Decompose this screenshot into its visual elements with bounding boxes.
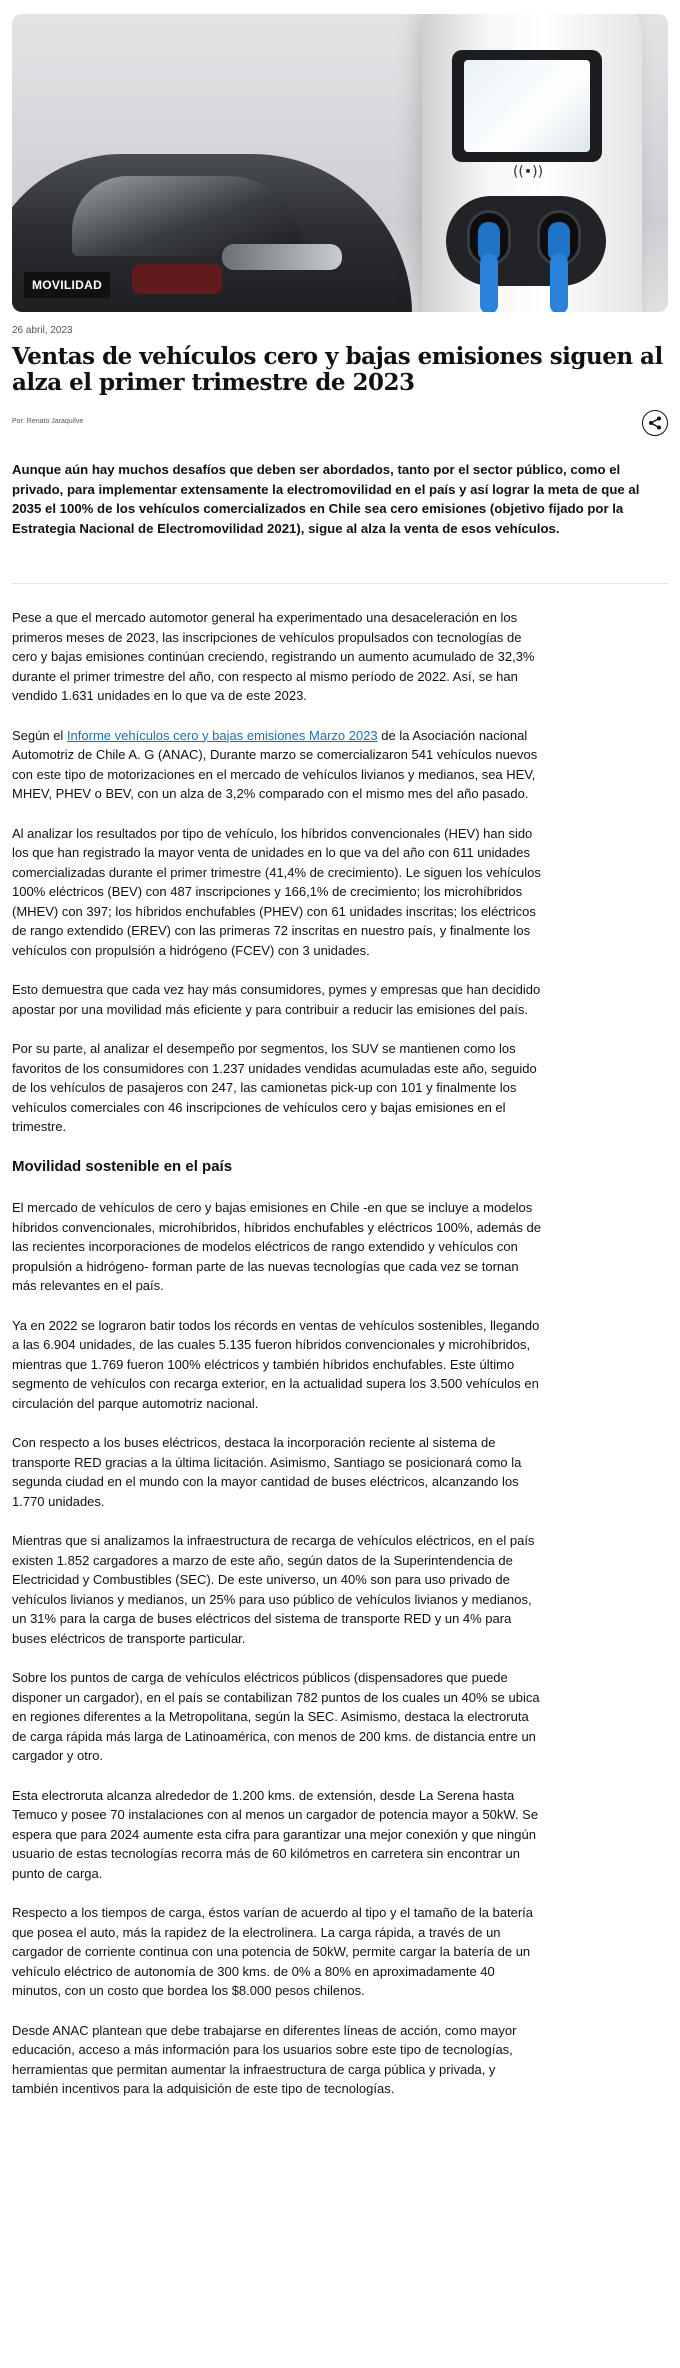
paragraph: Respecto a los tiempos de carga, éstos varían de acuerdo al tipo y el tamaño de la batería que posea el auto, más la rapidez de la electrolinera. La carga rápida, a través de un cargador de corriente continua con una potencia de 50kW, permite cargar la batería de un vehículo eléctrico de autonomía de 300 kms. de 0% a 80% en aproximadamente 40 minutos, con un costo que bordea los $8.000 pesos chilenos. (12, 1905, 534, 1998)
paragraph: Ya en 2022 se lograron batir todos los récords en ventas de vehículos sostenibles, llegando a las 6.904 unidades, de las cuales 5.135 fueron híbridos convencionales y microhíbridos, mientras que 1.769 fueron 100% eléctricos y también híbridos enchufables. Este último segmento de vehículos con recarga exterior, en la actualidad supera los 3.500 vehículos en circulación del parque automotriz nacional. (12, 1317, 540, 1411)
paragraph: Según el Informe vehículos cero y bajas emisiones Marzo 2023 de la Asociación nacional Automotriz de Chile A. G (ANAC), Durante marzo se comercializaron 541 vehículos nuevos con este tipo de motorizaciones en el mercado de vehículos livianos y medianos, sea HEV, MHEV, PHEV o BEV, con un alza de 3,2% comparado con el mismo mes del año pasado. (12, 727, 538, 801)
article-date: 26 abril, 2023 (12, 325, 73, 336)
paragraph: El mercado de vehículos de cero y bajas emisiones en Chile -en que se incluye a modelos híbridos convencionales, microhíbridos, híbridos enchufables y eléctricos 100%, además de las recientes incorporaciones de modelos eléctricos de rango extendido y vehículos con propulsión a hidrógeno- forman parte de las nuevas tecnologías que cada vez se tornan más relevantes en el país. (12, 1200, 541, 1293)
paragraph: Pese a que el mercado automotor general ha experimentado una desaceleración en los primeros meses de 2023, las inscripciones de vehículos propulsados con tecnologías de cero y bajas emisiones continúan creciendo, registrando un aumento acumulado de 32,3% durante el primer trimestre del año, con respecto al mismo período de 2022. Así, se han vendido 1.631 unidades en lo que va de este 2023. (12, 610, 535, 703)
paragraph: Con respecto a los buses eléctricos, destaca la incorporación reciente al sistema de transporte RED gracias a la última licitación. Asimismo, Santiago se posicionará como la segunda ciudad en el mundo con la mayor cantidad de buses eléctricos, alcanzando los 1.770 unidades. (12, 1435, 522, 1509)
hero-image (12, 14, 668, 312)
paragraph: Esta electroruta alcanza alrededor de 1.200 kms. de extensión, desde La Serena hasta Temuco y posee 70 instalaciones con al menos un cargador de potencia mayor a 50kW. Se espera que para 2024 aumente esta cifra para garantizar una mejor conexión y que ningún usuario de estas tecnologías recorra más de 60 kilómetros en carretera sin encontrar un punto de carga. (12, 1787, 539, 1881)
category-badge[interactable]: MOVILIDAD (24, 272, 110, 298)
contactless-icon: ((•)) (512, 164, 544, 180)
share-icon (647, 415, 663, 431)
article-lead: Aunque aún hay muchos desafíos que deben ser abordados, tanto por el sector público, como el privado, para implementar extensamente la electromovilidad en el país y así lograr la meta de que al 2035 el 100% de los vehículos comercializados en Chile sea cero emisiones (objetivo fijado por la Estrategia Nacional de Electromovilidad 2021), sigue al alza la venta de esos vehículos. (12, 462, 640, 536)
paragraph: Mientras que si analizamos la infraestructura de recarga de vehículos eléctricos, en el país existen 1.852 cargadores a marzo de este año, según datos de la Superintendencia de Electricidad y Combustibles (SEC). De este universo, un 40% son para uso privado de vehículos livianos y medianos, un 25% para uso público de vehículos livianos y medianos, un 31% para la carga de buses eléctricos del sistema de transporte RED y un 4% para buses eléctricos de transporte particular. (12, 1533, 535, 1646)
paragraph: Sobre los puntos de carga de vehículos eléctricos públicos (dispensadores que puede disponer un cargador), en el país se contabilizan 782 puntos de los cuales un 40% se ubica en regiones diferentes a la Metropolitana, según la SEC. Asimismo, destaca la electroruta de carga rápida más larga de Latinoamérica, con menos de 200 kms. de distancia entre un cargador y otro. (12, 1670, 540, 1763)
article-body (12, 608, 542, 2119)
article-title: Ventas de vehículos cero y bajas emisiones siguen al alza el primer trimestre de 2023 (12, 343, 663, 396)
divider (12, 583, 668, 584)
paragraph: Desde ANAC plantean que debe trabajarse en diferentes líneas de acción, como mayor educación, acceso a más información para los usuarios sobre este tipo de tecnologías, herramientas que permitan aumentar la infraestructura de carga pública y privada, y también incentivos para la adquisición de este tipo de tecnologías. (12, 2022, 517, 2096)
share-button[interactable] (642, 410, 668, 436)
article-author: Por: Renato Jaraquilve (12, 418, 84, 425)
section-heading: Movilidad sostenible en el país (12, 1157, 233, 1175)
report-link[interactable]: Informe vehículos cero y bajas emisiones Marzo 2023 (66, 727, 378, 743)
paragraph: Esto demuestra que cada vez hay más consumidores, pymes y empresas que han decidido apostar por una movilidad más eficiente y para contribuir a reducir las emisiones del país. (12, 982, 541, 1017)
paragraph: Por su parte, al analizar el desempeño por segmentos, los SUV se mantienen como los favoritos de los consumidores con 1.237 unidades vendidas acumuladas este año, seguido de los vehículos de pasajeros con 247, las camionetas pick-up con 101 y finalmente los vehículos comerciales con 46 inscripciones de vehículos cero y bajas emisiones en el trimestre. (12, 1041, 537, 1134)
paragraph: Al analizar los resultados por tipo de vehículo, los híbridos convencionales (HEV) han sido los que han registrado la mayor venta de unidades en lo que va del año con 611 unidades comercializadas durante el primer trimestre (41,4% de crecimiento). Le siguen los vehículos 100% eléctricos (BEV) con 487 inscripciones y 166,1% de crecimiento; los microhíbridos (MHEV) con 397; los híbridos enchufables (PHEV) con 61 unidades inscritas; los eléctricos de rango extendido (EREV) con las primeras 72 inscritas en nuestro país, y finalmente los vehículos con propulsión a hidrógeno (FCEV) con 3 unidades. (12, 825, 541, 958)
